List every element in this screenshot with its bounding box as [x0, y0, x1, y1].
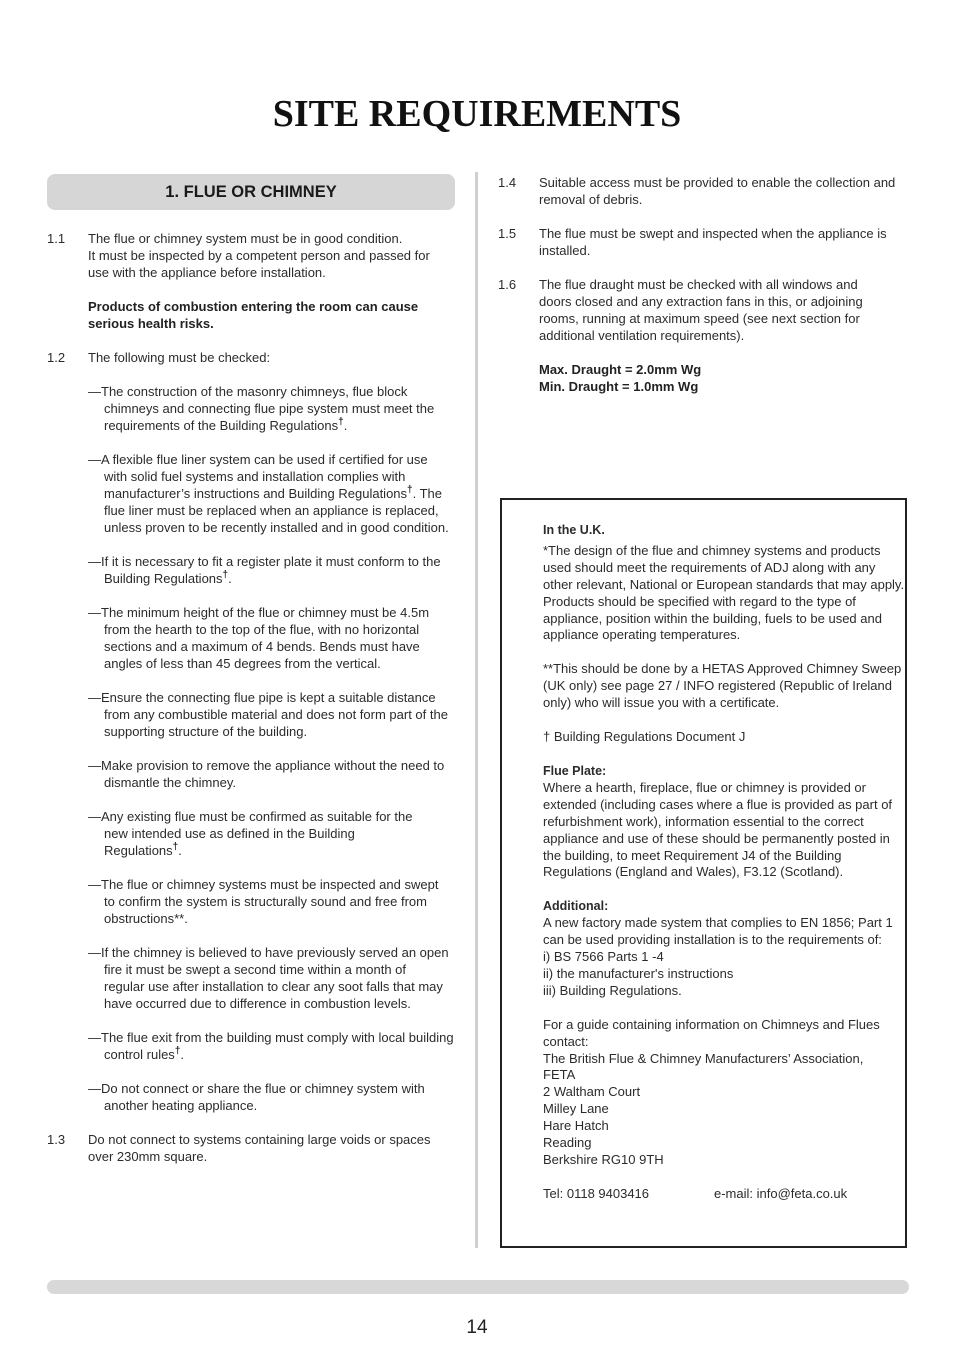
max-draught: Max. Draught = 2.0mm Wg: [539, 362, 702, 377]
address-line: Berkshire RG10 9TH: [543, 1152, 664, 1167]
additional-heading: Additional:: [543, 899, 609, 914]
info-box: [500, 498, 907, 1248]
item-number: 1.3: [47, 1132, 66, 1147]
item-text: The following must be checked:: [88, 350, 271, 365]
item-text: Do not connect to systems containing large voids or spaces over 230mm square.: [88, 1132, 431, 1164]
checklist-item: —Any existing flue must be confirmed as suitable for the new intended use as defined in the Building Regulations†.: [88, 809, 413, 858]
item-number: 1.2: [47, 350, 66, 365]
item-1-2: [47, 349, 455, 366]
item-number: 1.6: [498, 277, 517, 292]
checklist-item: —Do not connect or share the flue or chimney system with another heating appliance.: [88, 1081, 425, 1113]
column-divider: [475, 172, 478, 1248]
telephone: Tel: 0118 9403416: [543, 1185, 650, 1201]
checklist-item: —The minimum height of the flue or chimney must be 4.5m from the hearth to the top of the flue, with no horizontal sections and a maximum of 4 bends. Bends must have angles of less than 45 degrees from the vertical.: [88, 605, 430, 671]
address-line: The British Flue & Chimney Manufacturers’ Association,: [543, 1050, 864, 1066]
email-link[interactable]: e-mail: info@feta.co.uk: [714, 1185, 848, 1201]
hetas-text: **This should be done by a HETAS Approved Chimney Sweep (UK only) see page 27 / INFO registered (Republic of Ireland only) who will issue you with a certificate.: [543, 661, 902, 711]
checklist-item: —If it is necessary to fit a register plate it must conform to the Building Regulations†.: [88, 554, 441, 586]
uk-heading: In the U.K.: [543, 523, 605, 537]
item-1-5: [498, 225, 908, 259]
item-text: The flue must be swept and inspected when the appliance is installed.: [539, 226, 887, 258]
address-line: Reading: [543, 1135, 592, 1151]
checklist-item: —Ensure the connecting flue pipe is kept a suitable distance from any combustible material and does not form part of the supporting structure of the building.: [88, 690, 448, 739]
uk-text: *The design of the flue and chimney systems and products used should meet the requirements of ADJ along with any other relevant, National or European standards that may apply. Products should be specified with regard to the type of appliance, position within the building, fuels to be used and appliance operating temperatures.: [543, 542, 905, 643]
additional-list-item: i) BS 7566 Parts 1 -4: [543, 949, 664, 965]
flue-plate-text: Where a hearth, fireplace, flue or chimney is provided or extended (including cases where a flue is provided as part of refurbishment work), information essential to the correct appliance and use of these should be permanently posted in the building, to meet Requirement J4 of the Building Regulations (England and Wales), F3.12 (Scotland).: [543, 779, 893, 880]
health-warning: Products of combustion entering the room can cause serious health risks.: [88, 299, 419, 331]
item-1-1: [47, 230, 455, 332]
page-title: SITE REQUIREMENTS: [272, 93, 682, 135]
checklist-item: —Make provision to remove the appliance without the need to dismantle the chimney.: [88, 758, 445, 790]
checklist: [47, 383, 454, 1114]
contact-row: [543, 1186, 907, 1203]
item-1-6: [498, 276, 908, 395]
additional-list-item: iii) Building Regulations.: [543, 982, 682, 998]
right-column: [498, 174, 908, 395]
flue-plate-heading: Flue Plate:: [543, 763, 607, 778]
page-number: 14: [466, 1317, 488, 1338]
item-number: 1.4: [498, 175, 517, 190]
item-1-4: [498, 174, 908, 208]
checklist-item: —A flexible flue liner system can be used if certified for use with solid fuel systems and installation complies with manufacturer’s instructions and Building Regulations†. The flue liner must be replaced when an appliance is replaced, unless proven to be recently installed and in good condition.: [88, 452, 449, 535]
item-1-3: [47, 1131, 455, 1165]
item-number: 1.5: [498, 226, 517, 241]
additional-list-item: ii) the manufacturer's instructions: [543, 965, 734, 981]
address-line: FETA: [543, 1067, 576, 1083]
checklist-item: —If the chimney is believed to have previously served an open fire it must be swept a second time within a month of regular use after installation to clear any soot falls that may have occurred due to difference in combustion levels.: [88, 945, 449, 1011]
building-regs-note: † Building Regulations Document J: [543, 729, 746, 745]
address-line: Milley Lane: [543, 1101, 609, 1117]
item-text-line: It must be inspected by a competent person and passed for: [88, 248, 430, 263]
item-text-line: use with the appliance before installation.: [88, 265, 326, 280]
additional-text: A new factory made system that complies to EN 1856; Part 1 can be used providing installation is to the requirements of:: [543, 915, 893, 948]
guide-text: For a guide containing information on Chimneys and Flues contact:: [543, 1016, 880, 1049]
item-number: 1.1: [47, 231, 66, 246]
item-text: The flue draught must be checked with all windows and doors closed and any extraction fans in this, or adjoining rooms, running at maximum speed (see next section for additional ventilation requirements).: [539, 277, 863, 343]
min-draught: Min. Draught = 1.0mm Wg: [539, 379, 699, 394]
item-text-line: The flue or chimney system must be in good condition.: [88, 231, 403, 246]
address-line: 2 Waltham Court: [543, 1084, 641, 1100]
checklist-item: —The flue or chimney systems must be inspected and swept to confirm the system is structurally sound and free from obstructions**.: [88, 877, 439, 926]
address-line: Hare Hatch: [543, 1118, 609, 1134]
section-heading: 1. FLUE OR CHIMNEY: [165, 183, 337, 201]
checklist-item: —The construction of the masonry chimneys, flue block chimneys and connecting flue pipe system must meet the requirements of the Building Regulations†.: [88, 384, 435, 433]
footer-bar: [47, 1280, 909, 1294]
item-text: Suitable access must be provided to enable the collection and removal of debris.: [539, 175, 896, 207]
left-column: [47, 230, 455, 1165]
section-heading-bar: [47, 174, 455, 210]
checklist-item: —The flue exit from the building must comply with local building control rules†.: [88, 1030, 454, 1062]
